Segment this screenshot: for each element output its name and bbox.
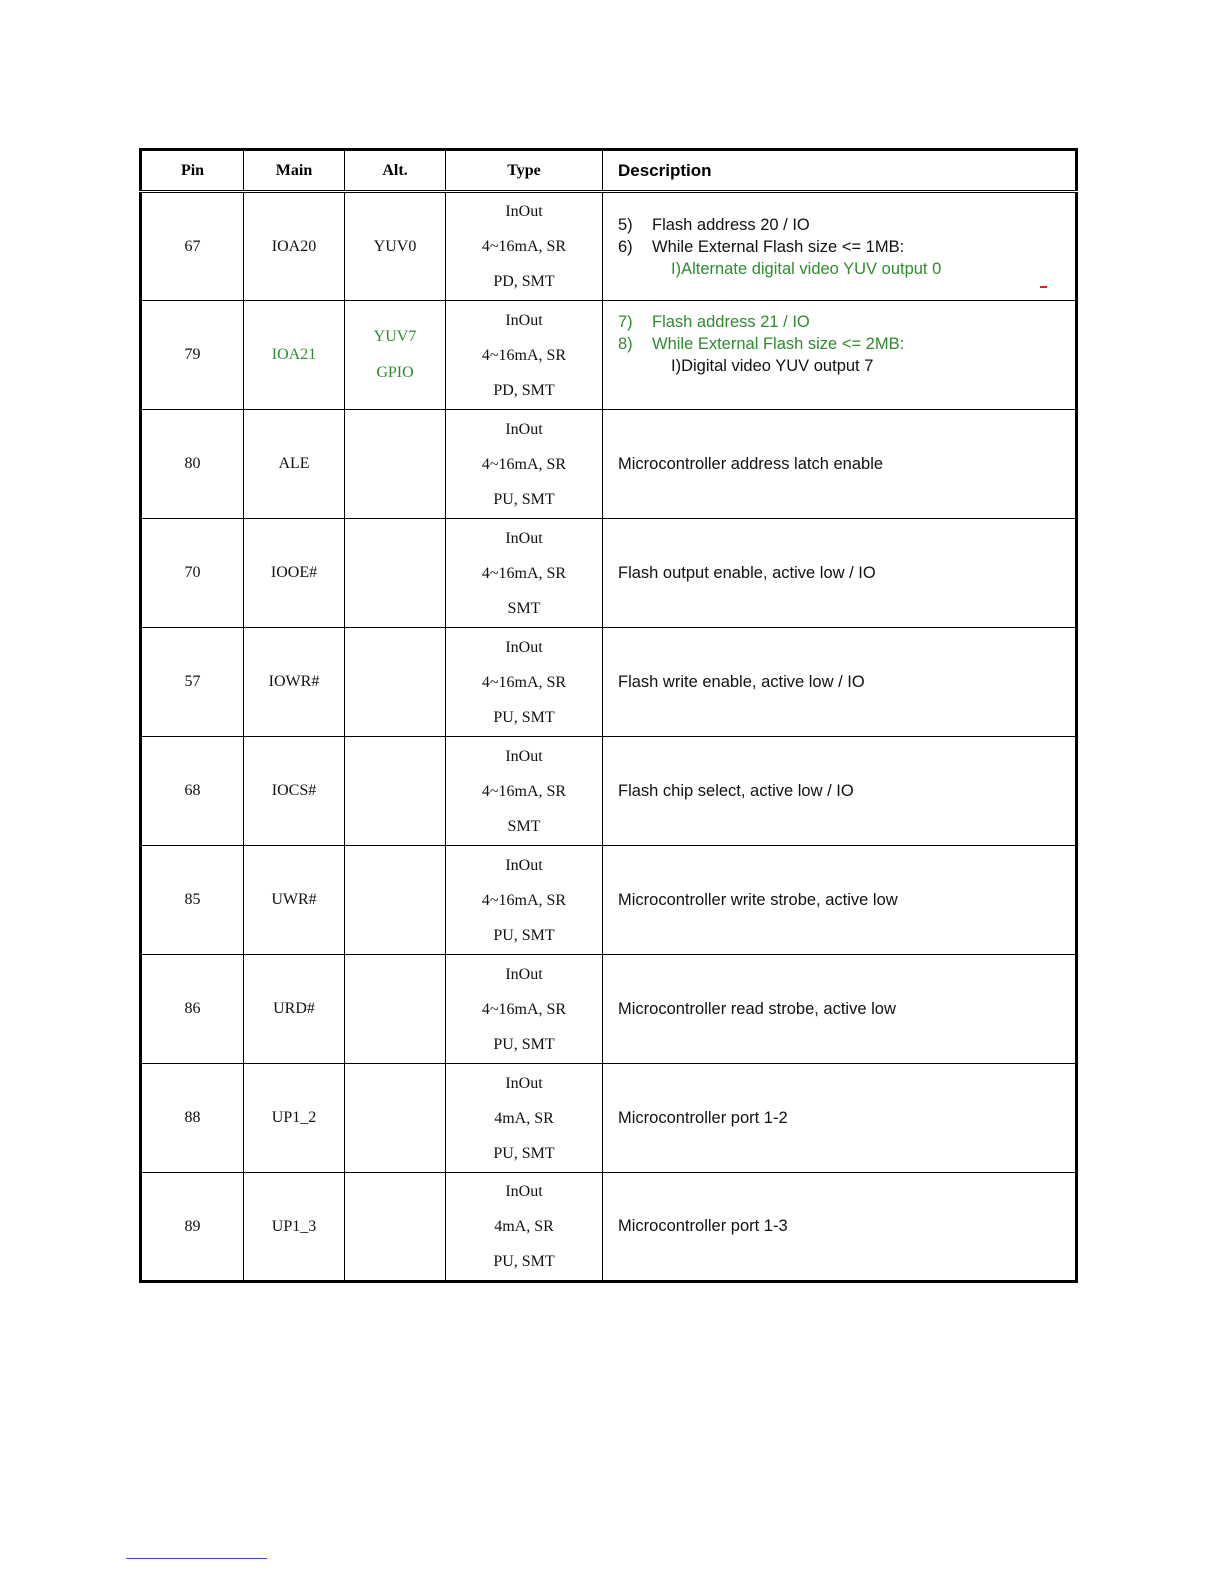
pin-cell: 86	[141, 955, 244, 1064]
type-direction: InOut	[505, 311, 543, 329]
item-text: While External Flash size <= 2MB:	[652, 335, 905, 353]
header-description: Description	[603, 150, 1077, 192]
type-cell	[446, 519, 603, 628]
type-pull: PU, SMT	[493, 708, 555, 726]
main-cell: UP1_2	[244, 1064, 345, 1173]
alt-value: YUV0	[373, 237, 417, 255]
type-cell	[446, 301, 603, 410]
description-subitem: I)Digital video YUV output 7	[671, 357, 874, 375]
type-drive: 4~16mA, SR	[481, 673, 567, 691]
main-cell: IOA20	[244, 192, 345, 301]
pin-cell: 68	[141, 737, 244, 846]
alt-cell	[345, 301, 446, 410]
type-cell	[446, 846, 603, 955]
pin-cell: 85	[141, 846, 244, 955]
description-cell: Flash write enable, active low / IO	[603, 628, 1077, 737]
description-cell	[603, 301, 1077, 410]
type-direction: InOut	[505, 529, 543, 547]
item-number: 5)	[618, 215, 633, 234]
type-direction: InOut	[505, 747, 543, 765]
type-direction: InOut	[505, 203, 543, 220]
description-cell: Flash chip select, active low / IO	[603, 737, 1077, 846]
description-item	[618, 311, 1075, 333]
pin-description-table	[139, 148, 1078, 1283]
type-cell	[446, 955, 603, 1064]
type-pull: PU, SMT	[493, 1253, 555, 1270]
item-text: Flash address 21 / IO	[652, 313, 810, 331]
header-alt: Alt.	[345, 150, 446, 192]
type-pull: PU, SMT	[493, 1144, 555, 1162]
alt-cell	[345, 628, 446, 737]
main-cell: IOOE#	[244, 519, 345, 628]
description-cell: Microcontroller write strobe, active low	[603, 846, 1077, 955]
description-list	[618, 311, 1075, 355]
pin-cell: 57	[141, 628, 244, 737]
table-row	[141, 1173, 1077, 1282]
description-item	[618, 214, 1075, 236]
type-direction: InOut	[505, 1074, 543, 1092]
table-row	[141, 410, 1077, 519]
type-cell	[446, 192, 603, 301]
pin-cell: 88	[141, 1064, 244, 1173]
type-drive: 4~16mA, SR	[481, 1000, 567, 1018]
type-pull: PD, SMT	[493, 273, 555, 290]
main-cell: UP1_3	[244, 1173, 345, 1282]
description-cell	[603, 192, 1077, 301]
table-row	[141, 519, 1077, 628]
type-drive: 4~16mA, SR	[481, 891, 567, 909]
alt-cell	[345, 192, 446, 301]
type-pull: SMT	[507, 817, 541, 835]
type-drive: 4mA, SR	[494, 1218, 554, 1235]
main-cell: IOA21	[244, 301, 345, 410]
type-cell	[446, 737, 603, 846]
pin-cell: 80	[141, 410, 244, 519]
table-row	[141, 955, 1077, 1064]
description-cell: Microcontroller port 1-3	[603, 1173, 1077, 1282]
header-type: Type	[446, 150, 603, 192]
description-list	[618, 214, 1075, 258]
type-drive: 4~16mA, SR	[481, 346, 567, 364]
type-drive: 4~16mA, SR	[481, 238, 567, 255]
item-text: Flash address 20 / IO	[652, 215, 810, 234]
type-cell	[446, 1064, 603, 1173]
table-header-row	[141, 150, 1077, 192]
table-row	[141, 628, 1077, 737]
pin-cell: 89	[141, 1173, 244, 1282]
description-cell: Microcontroller address latch enable	[603, 410, 1077, 519]
main-cell: IOWR#	[244, 628, 345, 737]
footer-link-underline	[126, 1558, 267, 1559]
type-pull: PD, SMT	[493, 381, 555, 399]
type-direction: InOut	[505, 420, 543, 438]
type-drive: 4mA, SR	[494, 1109, 554, 1127]
alt-cell	[345, 955, 446, 1064]
header-main: Main	[244, 150, 345, 192]
description-cell: Microcontroller read strobe, active low	[603, 955, 1077, 1064]
alt-cell	[345, 519, 446, 628]
item-number: 7)	[618, 313, 633, 331]
table-row	[141, 192, 1077, 301]
alt-cell	[345, 846, 446, 955]
alt-cell	[345, 1064, 446, 1173]
type-pull: PU, SMT	[493, 490, 555, 508]
main-cell: UWR#	[244, 846, 345, 955]
description-cell: Flash output enable, active low / IO	[603, 519, 1077, 628]
main-cell: URD#	[244, 955, 345, 1064]
type-pull: SMT	[507, 599, 541, 617]
description-subitem: I)Alternate digital video YUV output 0	[671, 259, 942, 278]
item-number: 8)	[618, 335, 633, 353]
alt-cell	[345, 737, 446, 846]
type-pull: PU, SMT	[493, 926, 555, 944]
alt-value-2: GPIO	[376, 364, 414, 381]
item-text: While External Flash size <= 1MB:	[652, 237, 905, 256]
table-row	[141, 1064, 1077, 1173]
main-cell: IOCS#	[244, 737, 345, 846]
type-direction: InOut	[505, 965, 543, 983]
pin-cell: 70	[141, 519, 244, 628]
pin-cell: 79	[141, 301, 244, 410]
type-drive: 4~16mA, SR	[481, 455, 567, 473]
description-item	[618, 236, 1075, 258]
table-row	[141, 301, 1077, 410]
type-cell	[446, 1173, 603, 1282]
type-drive: 4~16mA, SR	[481, 564, 567, 582]
header-pin: Pin	[141, 150, 244, 192]
type-cell	[446, 628, 603, 737]
type-direction: InOut	[505, 638, 543, 656]
type-direction: InOut	[505, 856, 543, 874]
main-cell: ALE	[244, 410, 345, 519]
description-item	[618, 333, 1075, 355]
table-row	[141, 846, 1077, 955]
type-drive: 4~16mA, SR	[481, 782, 567, 800]
alt-cell	[345, 1173, 446, 1282]
revision-mark	[1040, 286, 1047, 288]
alt-cell	[345, 410, 446, 519]
item-number: 6)	[618, 237, 633, 256]
type-direction: InOut	[505, 1183, 543, 1200]
alt-value: YUV7	[373, 328, 417, 345]
pin-cell: 67	[141, 192, 244, 301]
type-cell	[446, 410, 603, 519]
type-pull: PU, SMT	[493, 1035, 555, 1053]
description-cell: Microcontroller port 1-2	[603, 1064, 1077, 1173]
table-row	[141, 737, 1077, 846]
